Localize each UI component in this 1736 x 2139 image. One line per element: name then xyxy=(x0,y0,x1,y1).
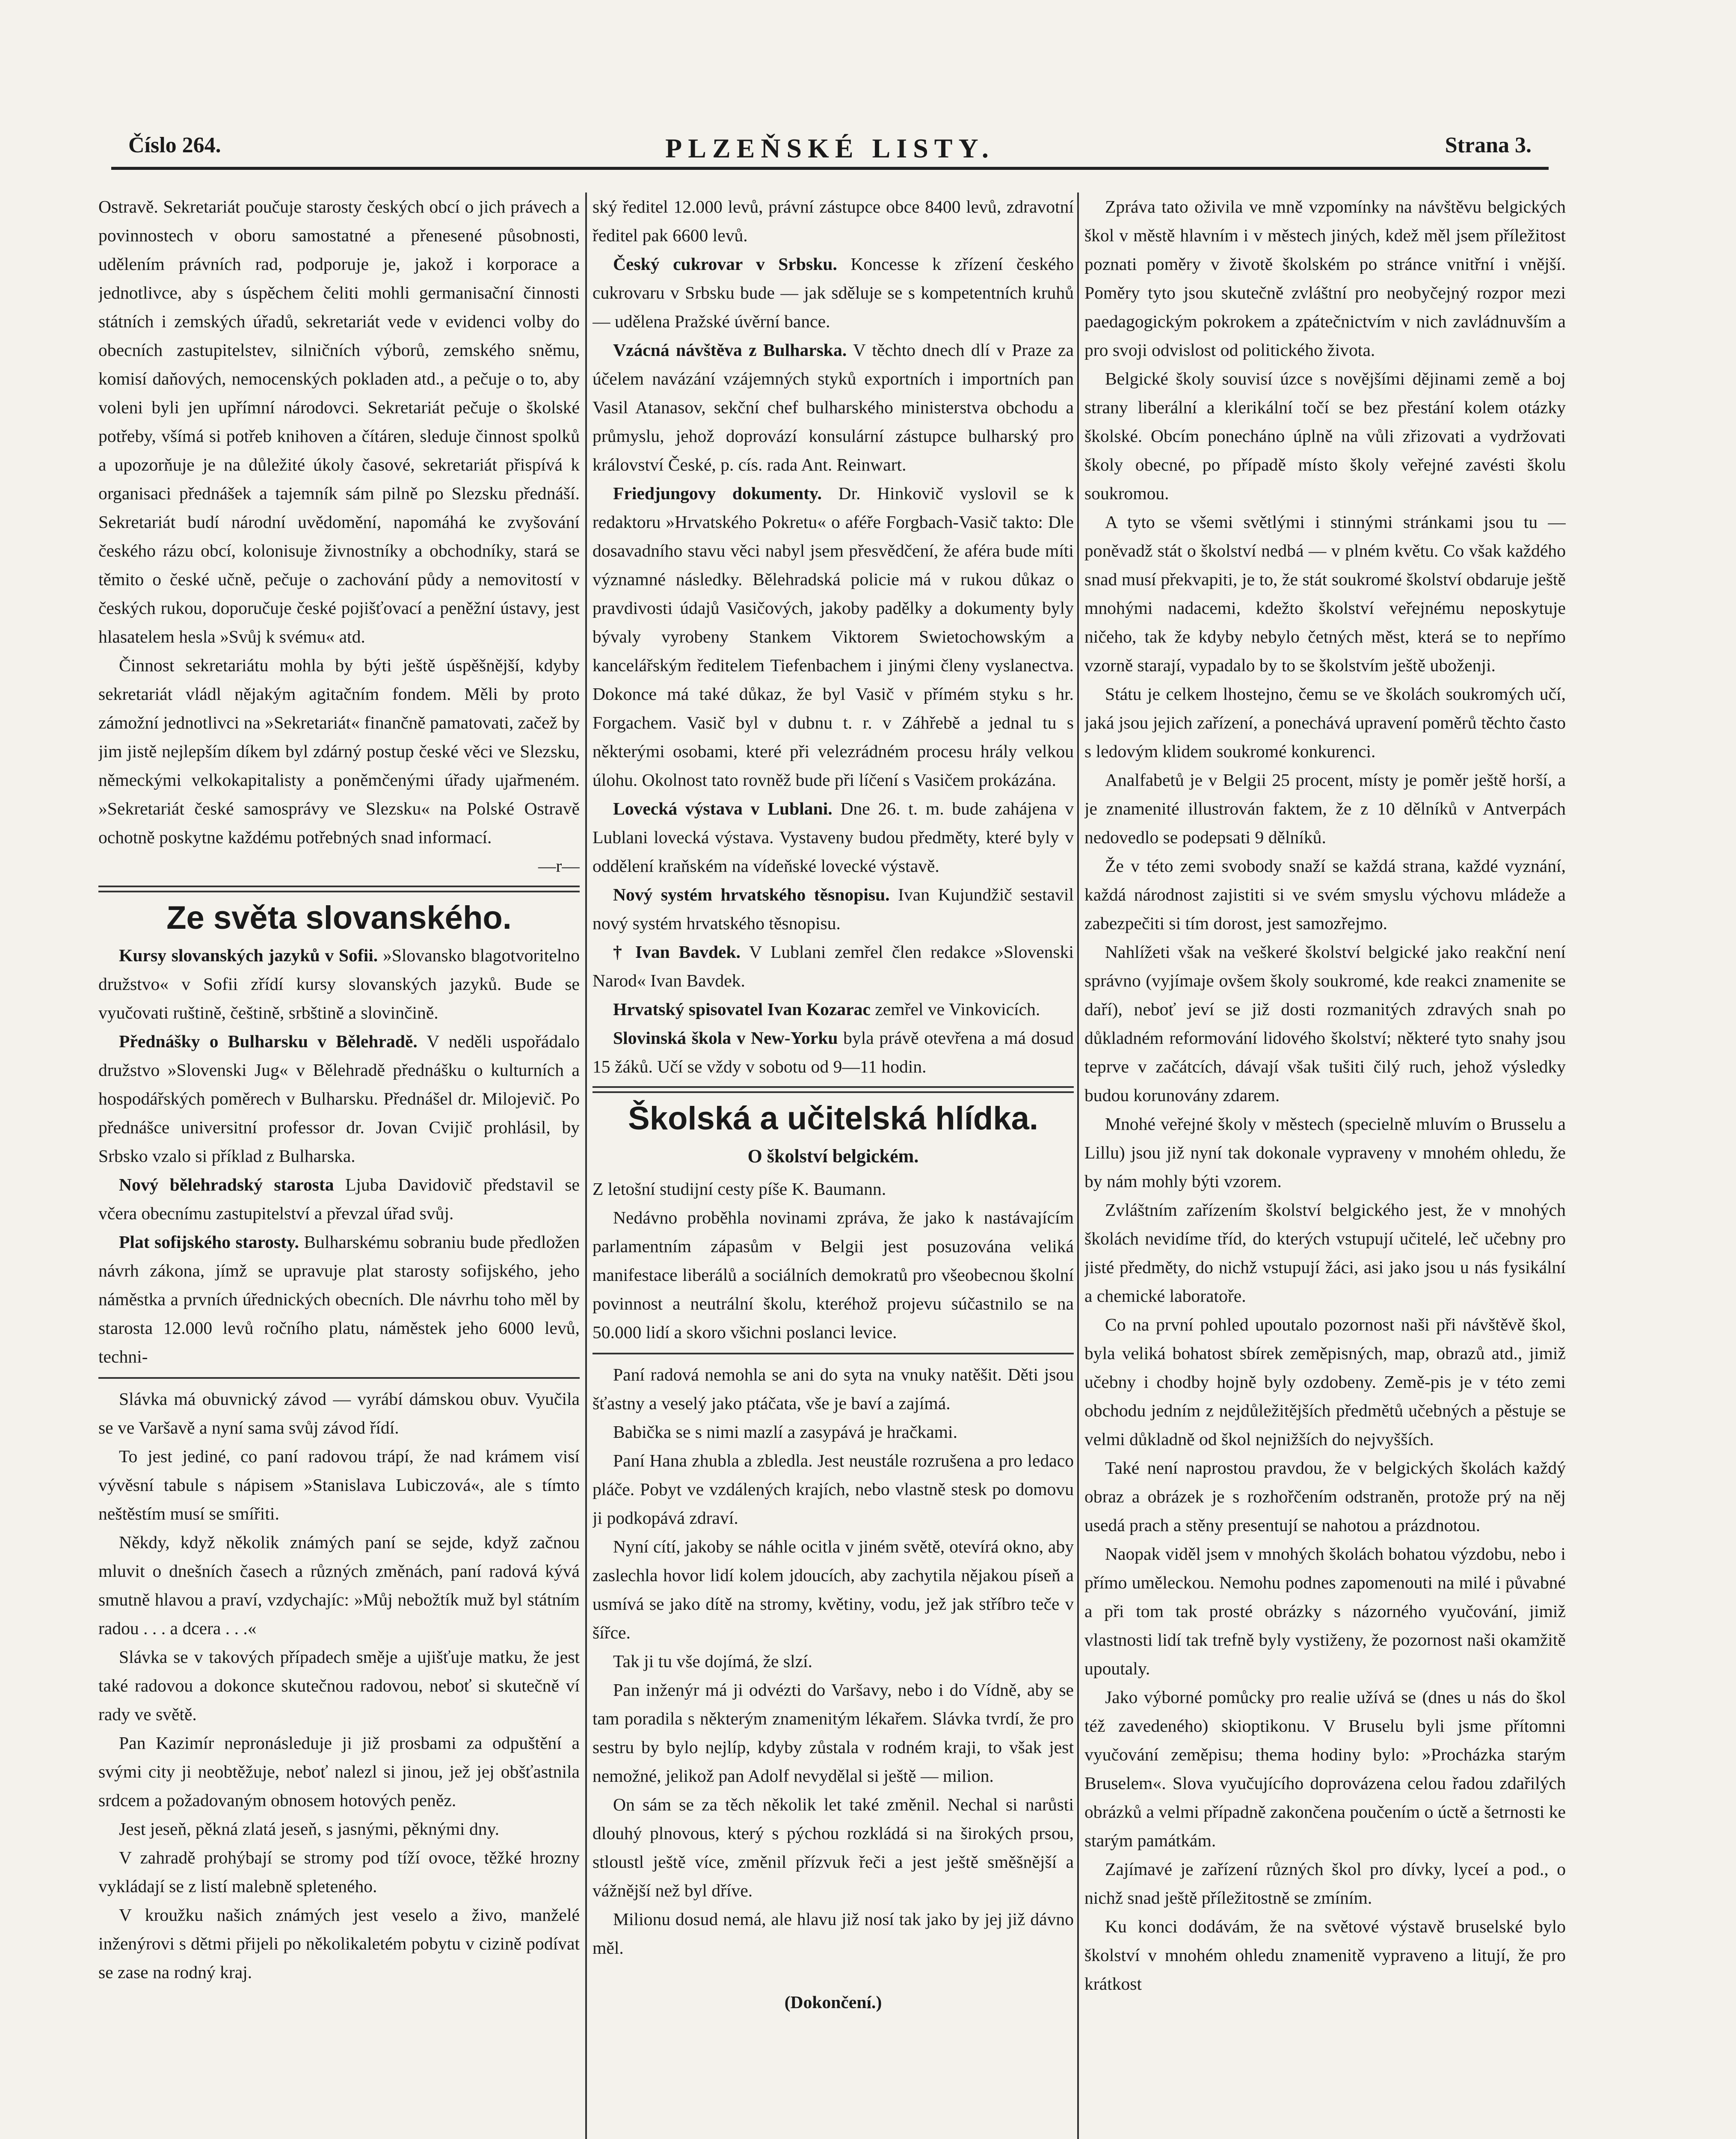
news-headline: Lovecká výstava v Lublani. xyxy=(613,799,832,818)
paragraph: Co na první pohled upoutalo pozornost naši při návštěvě škol, byla veliká bohatost sbírek zeměpisných, map, obrazů atd., jimiž učebny i chodby hojně byly ozdobeny. Země-pis je v této zemi obchodu jedním z nejdůležitějších předmětů učebných a pěstuje se velmi důkladně od škol nejnižších do nejvyšších. xyxy=(1084,1315,1566,1449)
story-paragraph: Babička se s nimi mazlí a zasypává je hračkami. xyxy=(613,1422,957,1442)
news-headline: Kursy slovanských jazyků v Sofii. xyxy=(119,945,378,965)
issue-number: Číslo 264. xyxy=(128,133,221,157)
story-paragraph: V zahradě prohýbají se stromy pod tíží ovoce, těžké hrozny vykládají se z listí malebně spleteného. xyxy=(98,1848,580,1896)
news-headline: † Ivan Bavdek. xyxy=(613,942,741,962)
newspaper-title: PLZEŇSKÉ LISTY. xyxy=(665,133,995,163)
news-headline: Hrvatský spisovatel Ivan Kozarac xyxy=(613,999,871,1019)
paragraph: Zajímavé je zařízení různých škol pro dívky, lyceí a pod., o nichž snad ještě příležitostně se zmíním. xyxy=(1084,1859,1566,1908)
section-title: Ze světa slovanského. xyxy=(166,900,512,936)
column-2 xyxy=(592,193,1074,2139)
article-signature: —r— xyxy=(538,856,580,876)
news-text: V Lublani zemřel člen redakce »Slovenski Narod« Ivan Bavdek. xyxy=(592,942,1074,990)
section-title: Školská a učitelská hlídka. xyxy=(628,1100,1038,1137)
paragraph: Že v této zemi svobody snaží se každá strana, každé vyznání, každá národnost zajistiti si ve svém smyslu výchovu mládeže a zabezpečiti si tím dorost, jest samozřejmo. xyxy=(1084,856,1566,933)
news-headline: Slovinská škola v New-Yorku xyxy=(613,1028,838,1048)
news-headline: Vzácná návštěva z Bulharska. xyxy=(613,340,847,360)
column-1 xyxy=(98,193,580,2139)
paragraph: Státu je celkem lhostejno, čemu se ve školách soukromých učí, jaká jsou jejich zařízení, a ponechává upravení poměrů těchto často s ledovým klidem soukromé konkurenci. xyxy=(1084,684,1566,761)
news-text: Dne 26. t. m. bude zahájena v Lublani lovecká výstava. Vystaveny budou předměty, které byly v oddělení kraňském na vídeňské lovecké výstavě. xyxy=(592,799,1074,876)
story-paragraph: Někdy, když několik známých paní se sejde, když začnou mluvit o dnešních časech a různých změnách, paní radová kývá smutně hlavou a praví, vzdychajíc: »Můj nebožtík muž byl státním radou . . . a dcera . . .« xyxy=(98,1532,580,1638)
news-headline: Plat sofijského starosty. xyxy=(119,1232,299,1252)
news-headline: Nový bělehradský starosta xyxy=(119,1175,334,1194)
news-headline: Přednášky o Bulharsku v Bělehradě. xyxy=(119,1031,418,1051)
news-text: V neděli uspořádalo družstvo »Slovenski Jug« v Bělehradě přednášku o kulturních a hospodářských poměrech v Bulharsku. Přednášel dr. Milojevič. Po přednášce universitní professor dr. Jovan Cvijič prohlásil, by Srbsko vzalo si příklad z Bulharska. xyxy=(98,1031,580,1166)
paragraph: Ostravě. Sekretariát poučuje starosty českých obcí o jich právech a povinnostech v oboru samostatné a přenesené působnosti, udělením právních rad, podporuje je, jakož i korporace a jednotlivce, aby s úspěchem čeliti mohli germanisační činnosti státních i zemských úřadů, sekretariát vede v evidenci volby do obecních zastupitelstev, silničních výborů, zemského sněmu, komisí daňových, nemocenských pokladen atd., a pečuje o to, aby voleni byli jen upřímní národovci. Sekretariát pečuje o školské potřeby, všímá si potřeb knihoven a čítáren, sleduje činnost spolků a upozorňuje je na důležité úkoly časové, sekretariát přispívá k organisaci přednášek a tajemník sám pilně po Slezsku přednáší. Sekretariát budí národní uvědomění, napomáhá ke zvyšování českého rázu obcí, kolonisuje živnostníky a obchodníky, stará se těmito o české učně, pečuje o zachování půdy a nemovitostí v českých rukou, doporučuje české pojišťovací a peněžní ústavy, jest hlasatelem hesla »Svůj k svému« atd. xyxy=(98,197,580,646)
paragraph: A tyto se všemi světlými i stinnými stránkami jsou tu — poněvadž stát o školství nedbá — v plném květu. Co však každého snad musí překvapiti, je to, že stát soukromé školství obdaruje ještě mnohými nadacemi, kdežto školství veřejnému neposkytuje ničeho, tak že kdyby nebylo četných měst, která se to nepřímo vzorně starají, vypadalo by to se školstvím ještě uboženji. xyxy=(1084,512,1566,675)
story-paragraph: Slávka se v takových případech směje a ujišťuje matku, že jest také radovou a dokonce skutečnou radovou, neboť si skutečně ví rady ve světě. xyxy=(98,1647,580,1724)
news-text: Bulharskému sobraniu bude předložen návrh zákona, jímž se upravuje plat starosty sofijského, jeho náměstka a prvních úřednických obecních. Dle návrhu toho měl by starosta 12.000 levů ročního platu, náměstek jeho 6000 levů, techni- xyxy=(98,1232,580,1366)
paragraph: Činnost sekretariátu mohla by býti ještě úspěšnější, kdyby sekretariát vládl nějakým agitačním fondem. Měli by proto zámožní jednotlivci na »Sekretariát« finančně pamatovati, začež by jim jistě nejlepším díkem byl zdárný postup české věci ve Slezsku, německými velkokapitalisty a poněmčenými úřady ujařmeném. »Sekretariát české samosprávy ve Slezsku« na Polské Ostravě ochotně poskytne každému potřebných snad informací. xyxy=(98,655,580,847)
section-divider xyxy=(592,1086,1074,1093)
story-paragraph: Milionu dosud nemá, ale hlavu již nosí tak jako by jej již dávno měl. xyxy=(592,1909,1074,1958)
paragraph: Nedávno proběhla novinami zpráva, že jako k nastávajícím parlamentním zápasům v Belgii jest posuzována veliká manifestace liberálů a sociálních demokratů pro všeobecnou školní povinnost a neutrální školu, kteréhož projevu súčastnilo se na 50.000 lidí a skoro všichni poslanci levice. xyxy=(592,1208,1074,1342)
news-text: V těchto dnech dlí v Praze za účelem navázání vzájemných styků exportních i importních pan Vasil Atanasov, sekční chef bulharského ministerstva obchodu a průmyslu, jehož doprovází konsulární zástupce bulharský pro království České, p. cís. rada Ant. Reinwart. xyxy=(592,340,1074,474)
article-title: O školství belgickém. xyxy=(747,1146,919,1167)
feuilleton-divider xyxy=(98,1377,580,1379)
story-continuation-note: (Dokončení.) xyxy=(784,1992,882,2012)
story-paragraph: On sám se za těch několik let také změnil. Nechal si narůsti dlouhý plnovous, který s pýchou rozkládá si na širokých prsou, stloustl ještě více, změnil přízvuk řeči a jest ještě směšnější a vážnější než byl dříve. xyxy=(592,1795,1074,1900)
article-byline: Z letošní studijní cesty píše K. Baumann. xyxy=(592,1179,886,1199)
news-headline: Friedjungovy dokumenty. xyxy=(613,483,822,503)
story-paragraph: Pan inženýr má ji odvézti do Varšavy, nebo i do Vídně, aby se tam poradila s některým znamenitým lékařem. Slávka tvrdí, že pro sestru by bylo nejlíp, kdyby zůstala v rodném kraji, to však jest nemožné, jelikož pan Adolf nevydělal si ještě — milion. xyxy=(592,1680,1074,1786)
news-text: zemřel ve Vinkovicích. xyxy=(875,999,1040,1019)
feuilleton-divider xyxy=(592,1353,1074,1354)
page-header xyxy=(111,128,1549,170)
paragraph: Zvláštním zařízením školství belgického jest, že v mnohých školách nevidíme tříd, do kterých vstupují učitelé, leč učebny pro jisté předměty, do nichž vstupují žáci, asi jako jsou u nás fysikální a chemické laboratoře. xyxy=(1084,1200,1566,1306)
column-3 xyxy=(1084,193,1566,2139)
news-text: Ivan Kujundžič sestavil nový systém hrvatského těsnopisu. xyxy=(592,885,1074,933)
paragraph: Mnohé veřejné školy v městech (specielně mluvím o Brusselu a Lillu) jsou již nyní tak dokonale vypraveny v mnohém ohledu, že by nám mohly býti vzorem. xyxy=(1084,1114,1566,1191)
page-number: Strana 3. xyxy=(1445,133,1532,157)
paragraph: Belgické školy souvisí úzce s novějšími dějinami země a boj strany liberální a klerikální točí se bez přestání kolem otázky školské. Obcím ponecháno úplně na vůli zřizovati a vydržovati školy obecné, po případě místo školy veřejné zavésti školu soukromou. xyxy=(1084,369,1566,503)
paragraph: Jako výborné pomůcky pro realie užívá se (dnes u nás do škol též zavedeného) skioptikonu. V Bruselu byli jsme přítomni vyučování zeměpisu; thema hodiny bylo: »Procházka starým Bruselem«. Slova vyučujícího doprovázena celou řadou zdařilých obrázků a velmi případně zakončena poučením o úctě a šetrnosti ke starým památkám. xyxy=(1084,1687,1566,1850)
news-text: Ljuba Davidovič představil se včera obecnímu zastupitelství a převzal úřad svůj. xyxy=(98,1175,580,1223)
paragraph: ský ředitel 12.000 levů, právní zástupce obce 8400 levů, zdravotní ředitel pak 6600 levů. xyxy=(592,197,1074,245)
paragraph: Nahlížeti však na veškeré školství belgické jako reakční není správno (vyjímaje ovšem školy soukromé, kde reakci znamenite se daří), neboť jeví se již dosti rozmanitých zdravých snah po důkladném reformování lidového školství; některé tyto snahy jsou teprve v začátcích, dávají však tušiti čilý ruch, jehož výsledky budou korunovány zdarem. xyxy=(1084,942,1566,1105)
column-divider xyxy=(1077,193,1079,2139)
news-text: byla právě otevřena a má dosud 15 žáků. Učí se vždy v sobotu od 9—11 hodin. xyxy=(592,1028,1074,1076)
paragraph: Také není naprostou pravdou, že v belgických školách každý obraz a obrázek je s rozhořčením odstraněn, protože prý na něj usedá prach a stěny presentují se nahotou a prázdnotou. xyxy=(1084,1458,1566,1535)
news-headline: Nový systém hrvatského těsnopisu. xyxy=(613,885,890,904)
news-text: Koncesse k zřízení českého cukrovaru v Srbsku bude — jak sděluje se s kompetentních kruhů — udělena Pražské úvěrní bance. xyxy=(592,254,1074,331)
news-text: »Slovansko blagotvoritelno družstvo« v Sofii zřídí kursy slovanských jazyků. Bude se vyučovati ruštině, češtině, srbštině a slovinčině. xyxy=(98,945,580,1022)
section-divider xyxy=(98,886,580,892)
story-paragraph: Paní radová nemohla se ani do syta na vnuky natěšit. Děti jsou šťastny a veselý jako ptáčata, vše je baví a zajímá. xyxy=(592,1365,1074,1413)
story-paragraph: To jest jediné, co paní radovou trápí, že nad krámem visí vývěsní tabule s nápisem »Stanislava Lubiczová«, ale s tímto neštěstím musí se smířiti. xyxy=(98,1446,580,1523)
story-paragraph: Pan Kazimír nepronásleduje ji již prosbami za odpuštění a svými city ji neobtěžuje, neboť nalezl si jinou, jež jej obšťastnila srdcem a požadovaným obnosem hotových peněz. xyxy=(98,1733,580,1810)
story-paragraph: Paní Hana zhubla a zbledla. Jest neustále rozrušena a pro ledaco pláče. Pobyt ve vzdálených krajích, nebo vlastně stesk po domovu ji podkopává zdraví. xyxy=(592,1451,1074,1528)
story-paragraph: Jest jeseň, pěkná zlatá jeseň, s jasnými, pěknými dny. xyxy=(119,1819,500,1839)
story-paragraph: Nyní cítí, jakoby se náhle ocitla v jiném světě, otevírá okno, aby zaslechla hovor lidí kolem jdoucích, aby zachytila nějakou píseň a usmívá se jako dítě na stromy, květiny, vodu, jež jak stříbro teče v šířce. xyxy=(592,1537,1074,1642)
paragraph: Zpráva tato oživila ve mně vzpomínky na návštěvu belgických škol v městě hlavním i v městech jiných, kdež měl jsem příležitost poznati poměry v životě školském po stránce vnitřní i vnější. Poměry tyto jsou skutečně zvláštní pro neobyčejný rozpor mezi paedagogickým pokrokem a zpátečnictvím v nich zavládnuvším a pro svoji odvislost od politického života. xyxy=(1084,197,1566,360)
column-divider xyxy=(585,193,587,2139)
news-headline: Český cukrovar v Srbsku. xyxy=(613,254,837,274)
story-paragraph: Slávka má obuvnický závod — vyrábí dámskou obuv. Vyučila se ve Varšavě a nyní sama svůj závod řídí. xyxy=(98,1389,580,1437)
story-paragraph: Tak ji tu vše dojímá, že slzí. xyxy=(613,1651,813,1671)
paragraph: Analfabetů je v Belgii 25 procent, místy je poměr ještě horší, a je znamenité illustrován faktem, že z 10 dělníků v Antverpách nedovedlo se podepsati 9 dělníků. xyxy=(1084,770,1566,847)
paragraph: Ku konci dodávám, že na světové výstavě bruselské bylo školství v mnohém ohledu znamenitě vypraveno a litují, že pro krátkost xyxy=(1084,1917,1566,1994)
news-text: Dr. Hinkovič vyslovil se k redaktoru »Hrvatského Pokretu« o aféře Forgbach-Vasič takto: Dle dosavadního stavu věci nabyl jsem přesvědčení, že aféra bude míti významné následky. Bělehradská policie má v rukou důkaz o pravdivosti údajů Vasičových, jakoby padělky a dokumenty byly bývaly vyrobeny Stankem Viktorem Swietochowským a kancelářským ředitelem Tiefenbachem i jinými členy vyslanectva. Dokonce má také důkaz, že byl Vasič v přímém styku s hr. Forgachem. Vasič byl v dubnu t. r. v Záhřebě a jednal tu s některými osobami, které při velezrádném procesu hrály velkou úlohu. Okolnost tato rovněž bude při líčení s Vasičem prokázána. xyxy=(592,483,1074,790)
paragraph: Naopak viděl jsem v mnohých školách bohatou výzdobu, nebo i přímo uměleckou. Nemohu podnes zapomenouti na milé i půvabné a při tom tak prosté obrázky s názorného vyučování, jimiž vlastnosti lidí tak trefně byly vystiženy, že pozornost naši okamžitě upoutaly. xyxy=(1084,1544,1566,1678)
story-paragraph: V kroužku našich známých jest veselo a živo, manželé inženýrovi s dětmi přijeli po několikaletém pobytu v cizině podívat se zase na rodný kraj. xyxy=(98,1905,580,1982)
